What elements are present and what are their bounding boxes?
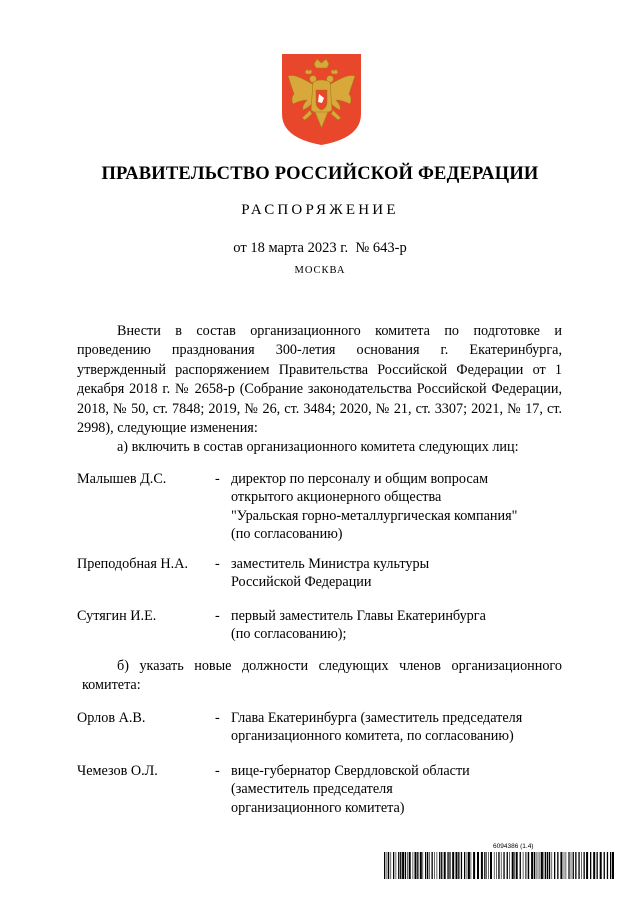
barcode-number: 6094386 (1.4) xyxy=(493,843,534,850)
member-description xyxy=(231,709,571,746)
member-dash: - xyxy=(215,556,220,572)
member-description xyxy=(231,607,571,644)
barcode-icon xyxy=(384,852,614,879)
page-title: ПРАВИТЕЛЬСТВО РОССИЙСКОЙ ФЕДЕРАЦИИ xyxy=(101,164,539,184)
member-name: Малышев Д.С. xyxy=(77,471,167,487)
member-name: Преподобная Н.А. xyxy=(77,556,188,572)
member-description-line: (заместитель председателя xyxy=(231,781,393,798)
member-description xyxy=(231,762,571,817)
member-name: Сутягин И.Е. xyxy=(77,608,157,624)
member-dash: - xyxy=(215,471,220,487)
member-description xyxy=(231,555,571,592)
section-b-heading xyxy=(77,657,562,696)
member-description-line: Российской Федерации xyxy=(231,574,372,591)
member-description-line: директор по персоналу и общим вопросам xyxy=(231,471,489,487)
member-dash: - xyxy=(215,710,220,726)
document-city: МОСКВА xyxy=(294,265,346,276)
member-description-line: организационного комитета, по согласованию) xyxy=(231,728,514,745)
member-description-line: заместитель Министра культуры xyxy=(231,556,430,572)
intro-paragraph xyxy=(77,322,562,458)
member-description-line: вице-губернатор Свердловской области xyxy=(231,763,470,779)
section-b-line: б) указать новые должности следующих членов организационного xyxy=(117,658,562,674)
member-description-line: организационного комитета) xyxy=(231,799,405,816)
member-description-line: открытого акционерного общества xyxy=(231,489,442,506)
member-dash: - xyxy=(215,763,220,779)
member-description-line: (по согласованию) xyxy=(231,526,343,543)
member-name: Чемезов О.Л. xyxy=(77,763,158,779)
member-description-line: (по согласованию); xyxy=(231,626,347,643)
document-type: РАСПОРЯЖЕНИЕ xyxy=(241,202,399,218)
coat-of-arms-icon xyxy=(280,52,363,147)
section-b-line: комитета: xyxy=(82,677,141,694)
member-description-line: первый заместитель Главы Екатеринбурга xyxy=(231,608,486,624)
section-a-heading: а) включить в состав организационного комитета следующих лиц: xyxy=(117,439,519,456)
intro-text: Внести в состав организационного комитета по подготовке и проведению празднования 300-летия основания г. Екатеринбурга, утвержденный распоряжением Правительства Российской Федерации от 1 декабря 2018 г. № 2658-р (Собрание законодательства Российской Федерации, 2018, № 50, ст. 7848; 2019, № 26, ст. 3484; 2020, № 21, ст. 3307; 2021, № 17, ст. 2998), следующие изменения: xyxy=(77,323,562,437)
member-description-line: Глава Екатеринбурга (заместитель председателя xyxy=(231,710,523,726)
member-description xyxy=(231,470,571,544)
document-date: от 18 марта 2023 г. № 643-р xyxy=(233,240,407,256)
member-description-line: "Уральская горно-металлургическая компания" xyxy=(231,507,518,524)
member-dash: - xyxy=(215,608,220,624)
member-name: Орлов А.В. xyxy=(77,710,146,726)
